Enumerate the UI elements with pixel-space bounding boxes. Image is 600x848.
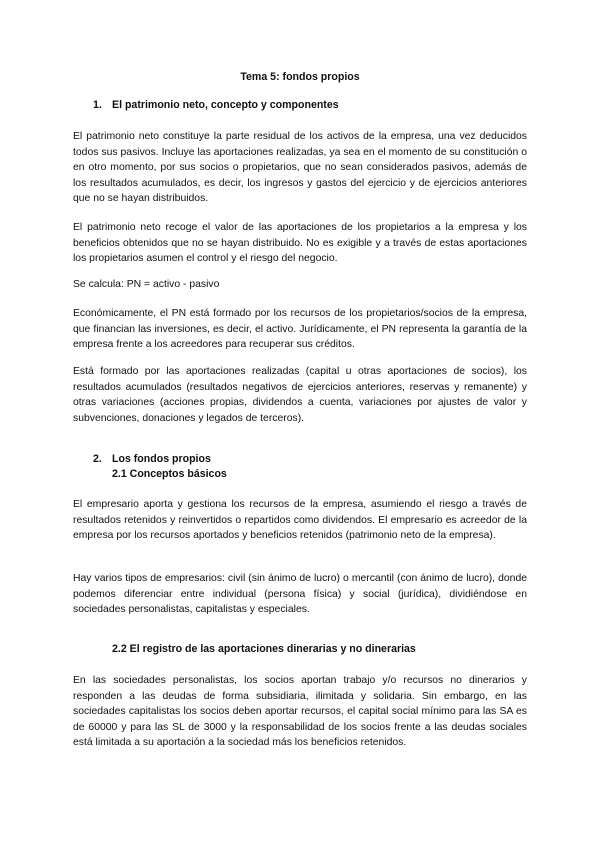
paragraph: En las sociedades personalistas, los socios aportan trabajo y/o recursos no dinerarios y responden a las deudas de forma subsidiaria, ilimitada y solidaria. Sin embargo, en las sociedades capitalistas los socios deben aportar recursos, el capital social mínimo para las SA es de 60000 y para las SL de 3000 y la responsabilidad de los socios frente a las deudas sociales está limitada a su aportación a la sociedad más los beneficios retenidos.: [73, 675, 527, 749]
section-2-number: 2.: [93, 453, 102, 465]
paragraph: Está formado por las aportaciones realizadas (capital u otras aportaciones de socios), los resultados acumulados (resultados negativos de ejercicios anteriores, reservas y remanente) y otras variaciones (acciones propias, dividendos a cuenta, variaciones por ajustes de valor y subvenciones, donaciones y legados de terceros).: [73, 366, 527, 424]
formula-line: Se calcula: PN = activo - pasivo: [73, 279, 220, 290]
document-title: Tema 5: fondos propios: [240, 71, 360, 83]
paragraph: El patrimonio neto recoge el valor de las aportaciones de los propietarios a la empresa y los beneficios obtenidos que no se hayan distribuido. No es exigible y a través de estas aportaciones los propietarios asumen el control y el riesgo del negocio.: [73, 222, 527, 265]
section-1-heading: [93, 97, 339, 113]
paragraph: Hay varios tipos de empresarios: civil (sin ánimo de lucro) o mercantil (con ánimo de lucro), donde podemos diferenciar entre individual (persona física) y social (jurídica), dividiéndose en sociedades personalistas, capitalistas y especiales.: [73, 573, 527, 616]
subsection-2-1-heading: 2.1 Conceptos básicos: [112, 468, 227, 480]
paragraph: El empresario aporta y gestiona los recursos de la empresa, asumiendo el riesgo a través de resultados retenidos y reinvertidos o repartidos como dividendos. El empresario es acreedor de la empresa por los recursos aportados y beneficios retenidos (patrimonio neto de la empresa).: [73, 499, 527, 542]
paragraph: El patrimonio neto constituye la parte residual de los activos de la empresa, una vez deducidos todos sus pasivos. Incluye las aportaciones realizadas, ya sea en el momento de su constitución o en otro momento, por sus socios o propietarios, que no sean considerados pasivos, además de los resultados acumulados, es decir, los ingresos y gastos del ejercicio y de ejercicios anteriores que no se hayan distribuidos.: [73, 131, 527, 205]
section-1-number: 1.: [93, 99, 102, 111]
section-1-title: El patrimonio neto, concepto y componentes: [112, 99, 339, 111]
section-2-title: Los fondos propios: [112, 453, 211, 465]
section-2-heading: [93, 451, 211, 467]
paragraph: Económicamente, el PN está formado por los recursos de los propietarios/socios de la empresa, que financian las inversiones, es decir, el activo. Jurídicamente, el PN representa la garantía de la empresa frente a los acreedores para recuperar sus créditos.: [73, 308, 527, 351]
subsection-2-2-heading: 2.2 El registro de las aportaciones dinerarias y no dinerarias: [112, 643, 416, 655]
